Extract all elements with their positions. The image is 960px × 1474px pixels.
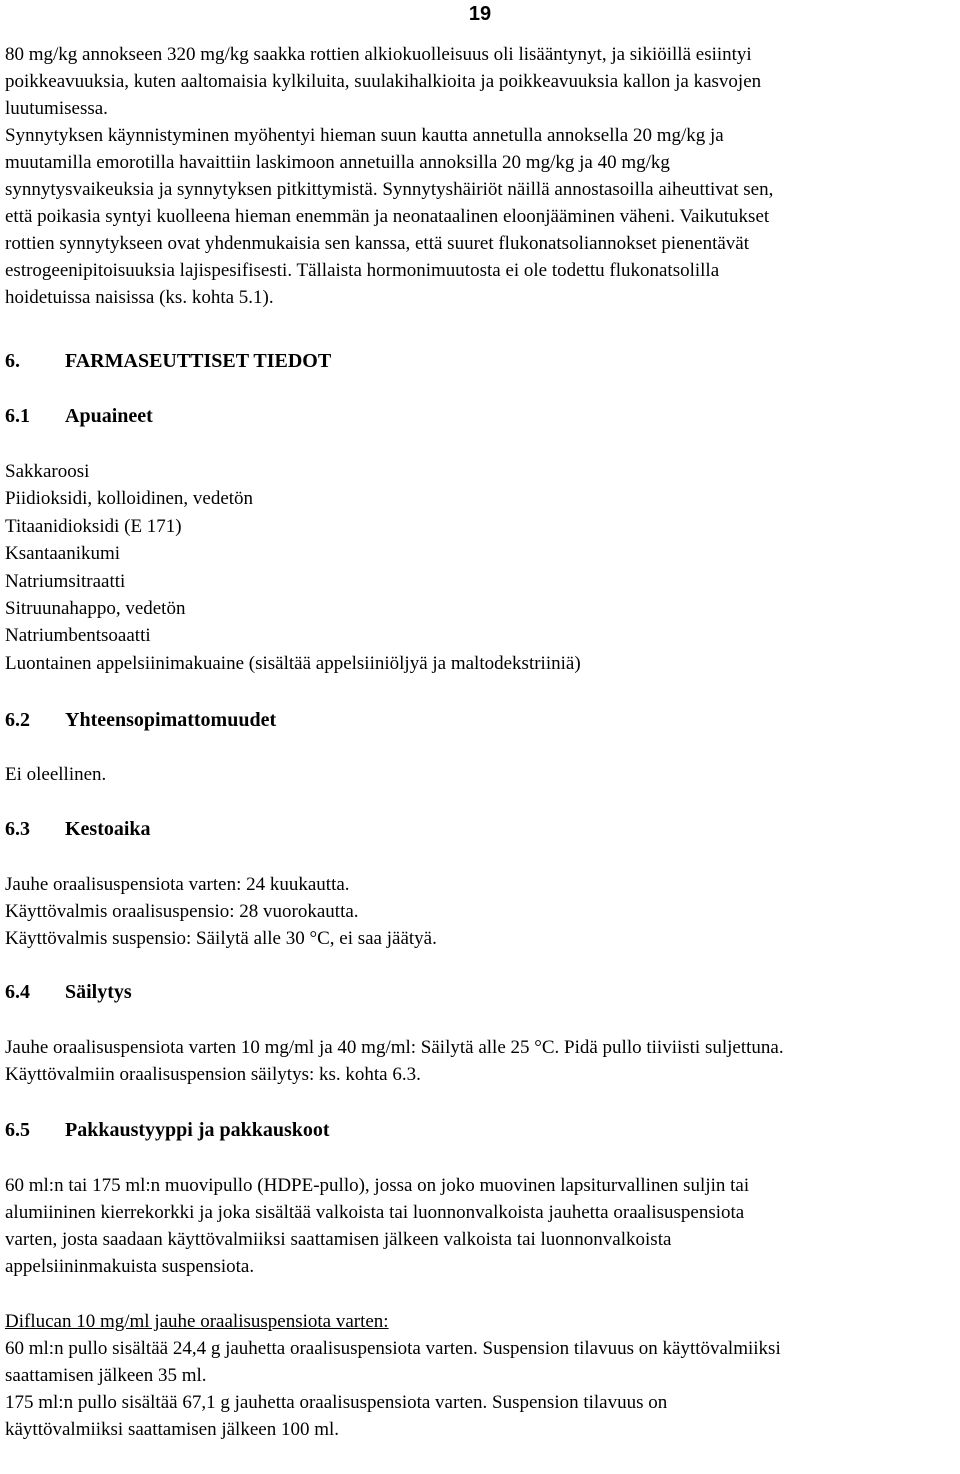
section-number: 6.	[5, 350, 20, 372]
section-number: 6.5	[5, 1119, 30, 1142]
list-item: Ksantaanikumi	[5, 543, 121, 565]
product-subheading: Diflucan 10 mg/ml jauhe oraalisuspensiota varten:	[5, 1311, 389, 1333]
list-item: Natriumsitraatti	[5, 570, 126, 592]
text-line: synnytysvaikeuksia ja synnytyksen pitkittymistä. Synnytyshäiriöt näillä annostasoilla aiheuttivat sen,	[5, 179, 774, 200]
text-line: Käyttövalmiin oraalisuspension säilytys: ks. kohta 6.3.	[5, 1064, 421, 1086]
text-line: Jauhe oraalisuspensiota varten: 24 kuukautta.	[5, 874, 350, 896]
text-line: että poikasia syntyi kuolleena hieman enemmän ja neonataalinen eloonjääminen väheni. Vaikutukset	[5, 206, 770, 227]
list-item: Luontainen appelsiinimakuaine (sisältää appelsiiniöljyä ja maltodekstriiniä)	[5, 652, 581, 674]
section-number: 6.1	[5, 405, 30, 427]
text-line: muutamilla emorotilla havaittiin laskimoon annetuilla annoksilla 20 mg/kg ja 40 mg/kg	[5, 152, 670, 173]
section-title: Pakkaustyyppi ja pakkauskoot	[65, 1119, 330, 1142]
text-line: hoidetuissa naisissa (ks. kohta 5.1).	[5, 287, 274, 308]
text-line: käyttövalmiiksi saattamisen jälkeen 100 ml.	[5, 1419, 340, 1441]
section-title: Kestoaika	[65, 818, 151, 841]
list-item: Sitruunahappo, vedetön	[5, 598, 186, 620]
list-item: Natriumbentsoaatti	[5, 625, 151, 647]
pack-details	[5, 1335, 957, 1443]
text-line: 80 mg/kg annokseen 320 mg/kg saakka rottien alkiokuolleisuus oli lisääntynyt, ja sikiöillä esiintyi	[5, 44, 752, 65]
section-title: Yhteensopimattomuudet	[65, 709, 277, 732]
list-item: Titaanidioksidi (E 171)	[5, 515, 182, 537]
document-body	[5, 41, 957, 1443]
text-line: saattamisen jälkeen 35 ml.	[5, 1365, 207, 1387]
text-line: alumiininen kierrekorkki ja joka sisältää valkoista tai luonnonvalkoista jauhetta oraalisuspensiota	[5, 1202, 745, 1224]
intro-paragraph	[5, 41, 957, 311]
section-6-5-paragraph	[5, 1172, 957, 1280]
section-title: Säilytys	[65, 981, 132, 1004]
list-item: Sakkaroosi	[5, 461, 90, 482]
section-6-heading	[5, 348, 957, 375]
text-line: rottien synnytykseen ovat yhdenmukaisia sen kanssa, että suuret flukonatsoliannokset pienentävät	[5, 233, 749, 254]
text-line: 175 ml:n pullo sisältää 67,1 g jauhetta oraalisuspensiota varten. Suspension tilavuus on	[5, 1392, 668, 1414]
section-6-3-text	[5, 871, 957, 952]
text-line: luutumisessa.	[5, 98, 108, 119]
text-line: Käyttövalmis suspensio: Säilytä alle 30 °C, ei saa jäätyä.	[5, 928, 437, 950]
section-title: FARMASEUTTISET TIEDOT	[65, 350, 332, 372]
text-line: varten, josta saadaan käyttövalmiiksi saattamisen jälkeen valkoista tai luonnonvalkoista	[5, 1229, 672, 1251]
text-line: Synnytyksen käynnistyminen myöhentyi hieman suun kautta annetulla annoksella 20 mg/kg ja	[5, 125, 724, 146]
section-6-2-text: Ei oleellinen.	[5, 764, 107, 786]
section-title: Apuaineet	[65, 405, 153, 427]
section-number: 6.4	[5, 981, 30, 1004]
section-6-2-heading	[5, 707, 957, 734]
excipient-list	[5, 458, 957, 677]
text-line: Jauhe oraalisuspensiota varten 10 mg/ml ja 40 mg/ml: Säilytä alle 25 °C. Pidä pullo tiiviisti suljettuna.	[5, 1037, 784, 1059]
section-6-3-heading	[5, 816, 957, 843]
section-6-4-text	[5, 1034, 957, 1088]
text-line: appelsiininmakuista suspensiota.	[5, 1256, 255, 1278]
section-number: 6.3	[5, 818, 30, 841]
list-item: Piidioksidi, kolloidinen, vedetön	[5, 488, 254, 510]
section-6-1-heading	[5, 403, 957, 430]
text-line: poikkeavuuksia, kuten aaltomaisia kylkiluita, suulakihalkioita ja poikkeavuuksia kallon ja kasvojen	[5, 71, 762, 92]
text-line: 60 ml:n pullo sisältää 24,4 g jauhetta oraalisuspensiota varten. Suspension tilavuus on käyttövalmiiksi	[5, 1338, 781, 1360]
section-6-4-heading	[5, 979, 957, 1006]
text-line: estrogeenipitoisuuksia lajispesifisesti. Tällaista hormonimuutosta ei ole todettu flukonatsolilla	[5, 260, 720, 281]
section-number: 6.2	[5, 709, 30, 732]
text-line: Käyttövalmis oraalisuspensio: 28 vuorokautta.	[5, 901, 359, 923]
text-line: 60 ml:n tai 175 ml:n muovipullo (HDPE-pullo), jossa on joko muovinen lapsiturvallinen suljin tai	[5, 1175, 750, 1197]
page-number: 19	[468, 3, 492, 25]
section-6-5-heading	[5, 1117, 957, 1144]
